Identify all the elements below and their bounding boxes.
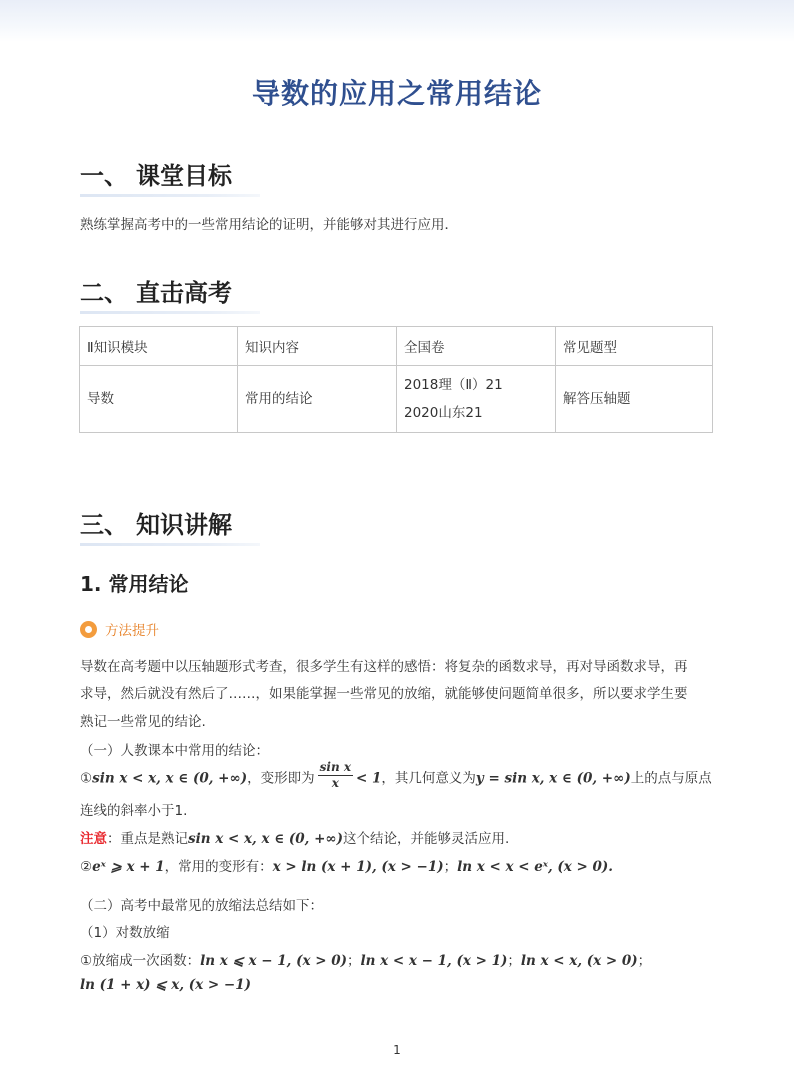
part-title: （二）高考中最常见的放缩法总结如下： bbox=[80, 898, 323, 914]
paragraph-line: 求导，然后就没有然后了……，如果能掌握一些常见的放缩，就能够使问题简单很多，所以要求学生要 bbox=[80, 686, 688, 702]
formula: ln x ⩽ x − 1, (x > 0) bbox=[200, 953, 347, 969]
formula-line-3b bbox=[80, 977, 251, 993]
formula: ln x < x, (x > 0) bbox=[520, 953, 638, 969]
item-marker: ② bbox=[80, 859, 93, 875]
formula-text: 上的点与原点 bbox=[630, 770, 712, 787]
formula-text: ，变形即为 bbox=[247, 770, 315, 787]
section-heading-exam bbox=[80, 273, 232, 308]
paragraph-line: 熟记一些常见的结论. bbox=[80, 714, 206, 730]
section-title: 直击高考 bbox=[136, 279, 232, 307]
heading-underline bbox=[80, 194, 260, 197]
section-title: 课堂目标 bbox=[136, 162, 232, 190]
separator: ； bbox=[637, 953, 652, 969]
formula-line-1b: 连线的斜率小于1. bbox=[80, 803, 188, 819]
exam-line: 2018理（Ⅱ）21 bbox=[404, 377, 503, 393]
formula-line-3 bbox=[80, 949, 651, 969]
table-cell-type: 解答压轴题 bbox=[556, 366, 713, 433]
tip-label: 方法提升 bbox=[105, 623, 159, 639]
table-header-row bbox=[80, 327, 713, 366]
note-line bbox=[80, 827, 509, 847]
lightbulb-icon bbox=[80, 621, 97, 638]
table-row bbox=[80, 366, 713, 433]
method-tip bbox=[80, 619, 159, 639]
separator: ； bbox=[347, 953, 361, 969]
exam-line: 2020山东21 bbox=[404, 405, 483, 421]
fraction-numerator: sin x bbox=[319, 760, 352, 774]
table-cell-content: 常用的结论 bbox=[238, 366, 397, 433]
formula-text: ，其几何意义为 bbox=[381, 770, 476, 787]
table-header-cell: 常见题型 bbox=[556, 327, 713, 366]
section-title: 知识讲解 bbox=[136, 511, 232, 539]
paragraph-line: 导数在高考题中以压轴题形式考查，很多学生有这样的感悟：将复杂的函数求导，再对导函数求导，再 bbox=[80, 659, 688, 675]
separator: ； bbox=[443, 859, 458, 875]
note-text: ：重点是熟记 bbox=[107, 831, 188, 847]
part-title: （一）人教课本中常用的结论： bbox=[80, 743, 269, 759]
fraction bbox=[318, 760, 353, 791]
item-marker: ① bbox=[80, 770, 93, 787]
page-number: 1 bbox=[393, 1043, 401, 1057]
formula: ln x < x < eˣ, (x > 0). bbox=[457, 859, 613, 875]
formula-line-2 bbox=[80, 855, 613, 875]
formula: sin x < x, x ∈ (0, +∞) bbox=[188, 831, 344, 847]
section-heading-goals bbox=[80, 156, 232, 191]
section-number: 一、 bbox=[80, 162, 128, 190]
formula: ln (1 + x) ⩽ x, (x > −1) bbox=[80, 977, 251, 993]
header-band bbox=[0, 0, 794, 42]
table-cell-exam bbox=[397, 366, 556, 433]
formula: y = sin x, x ∈ (0, +∞) bbox=[475, 770, 631, 787]
formula: eˣ ⩾ x + 1 bbox=[92, 859, 165, 875]
sub-heading: 1. 常用结论 bbox=[80, 572, 189, 596]
formula-line-1 bbox=[80, 760, 712, 794]
formula-text: ，常用的变形有： bbox=[164, 859, 273, 875]
formula: x > ln (x + 1), (x > −1) bbox=[272, 859, 444, 875]
table-cell-module: 导数 bbox=[80, 366, 238, 433]
formula: ln x < x − 1, (x > 1) bbox=[360, 953, 508, 969]
heading-underline bbox=[80, 543, 260, 546]
goal-text: 熟练掌握高考中的一些常用结论的证明，并能够对其进行应用． bbox=[80, 217, 458, 233]
table-header-cell: 全国卷 bbox=[397, 327, 556, 366]
item-marker: ①放缩成一次函数： bbox=[80, 953, 201, 969]
page-title: 导数的应用之常用结论 bbox=[251, 77, 542, 110]
heading-underline bbox=[80, 311, 260, 314]
formula: < 1 bbox=[356, 770, 382, 787]
section-number: 三、 bbox=[80, 511, 128, 539]
section-number: 二、 bbox=[80, 279, 128, 307]
exam-table bbox=[79, 326, 713, 433]
part-subtitle: （1）对数放缩 bbox=[80, 925, 170, 941]
formula: sin x < x, x ∈ (0, +∞) bbox=[92, 770, 248, 787]
table-header-cell: Ⅱ知识模块 bbox=[80, 327, 238, 366]
note-text: 这个结论，并能够灵活应用. bbox=[343, 831, 510, 847]
fraction-denominator: x bbox=[331, 776, 339, 790]
table-header-cell: 知识内容 bbox=[238, 327, 397, 366]
note-label: 注意 bbox=[80, 831, 107, 847]
section-heading-knowledge bbox=[80, 505, 232, 540]
separator: ； bbox=[507, 953, 521, 969]
